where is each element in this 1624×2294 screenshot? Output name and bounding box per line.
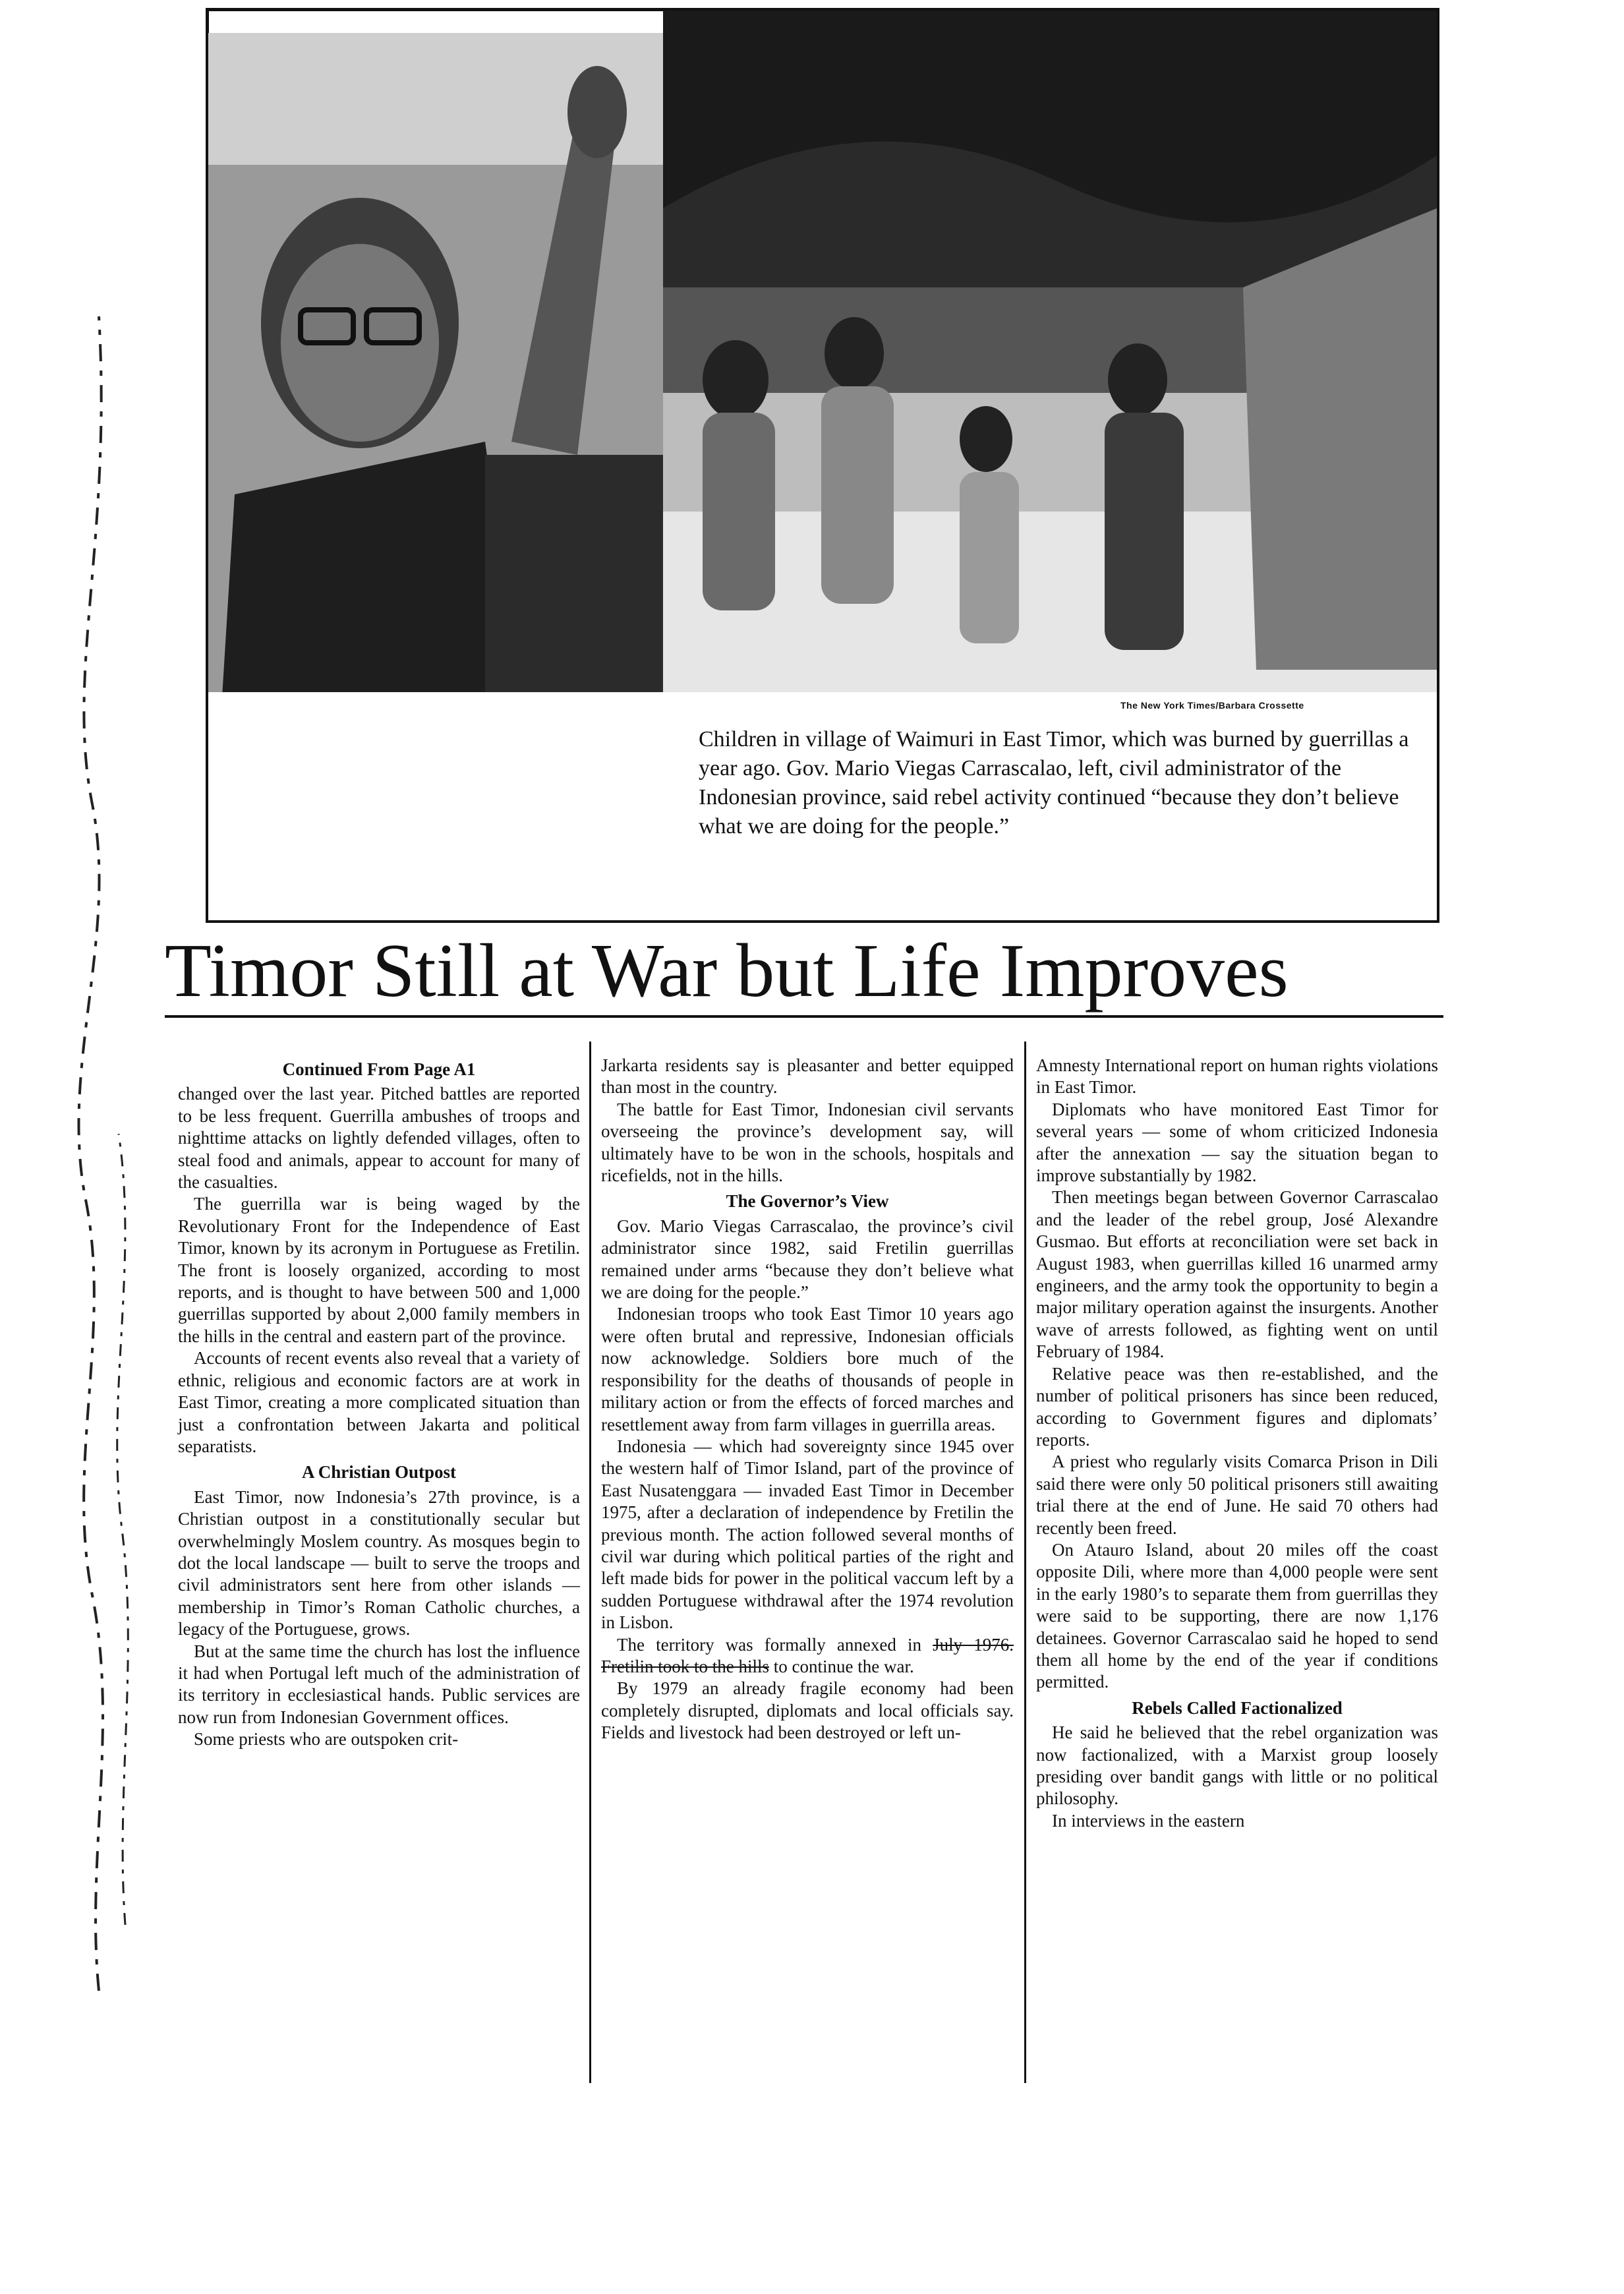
handwriting-icon: [59, 277, 152, 2057]
paragraph-annexed: [601, 1634, 1014, 1678]
paragraph: East Timor, now Indonesia’s 27th province, is a Christian outpost in a constitutionally secular but overwhelmingly Moslem country. As mosques begin to dot the local landscape — built to serve the troops and civil administrators sent here from other islands — membership in Timor’s Roman Catholic churches, a legacy of the Portuguese, grows.: [178, 1486, 580, 1639]
paragraph: changed over the last year. Pitched battles are reported to be less frequent. Guerrilla ambushes of troops and nighttime attacks on lightly defended villages, often to steal food and animals, appear to account for many of the casualties.: [178, 1084, 580, 1192]
paragraph: Amnesty International report on human rights violations in East Timor.: [1036, 1055, 1438, 1098]
paragraph: But at the same time the church has lost the influence it had when Portugal left much of the administration of its territory in ecclesiastical hands. Public services are now run from Indonesian Government offices.: [178, 1641, 580, 1727]
paragraph: On Atauro Island, about 20 miles off the coast opposite Dili, where more than 4,000 people were sent in the early 1980’s to separate them from guerrillas they were said to be supporting, there are now 1,176 detainees. Governor Carrascalao said he hoped to send them all home by the end of the year if conditions permitted.: [1036, 1539, 1438, 1692]
paragraph: The guerrilla war is being waged by the Revolutionary Front for the Independence of East Timor, known by its acronym in Portuguese as Fretilin. The front is loosely organized, according to most reports, and is thought to have between 500 and 1,000 guerrillas supported by about 2,000 family members in the hills in the central and eastern part of the province.: [178, 1194, 580, 1346]
paragraph: Indonesia — which had sovereignty since 1945 over the western half of Timor Island, part of the province of East Nusatenggara — invaded East Timor in December 1975, after a declaration of independence by Fretilin the previous month. The action followed several months of civil war during which political parties of the right and left made bids for power in the political vaccum left by a sudden Portuguese withdrawal after the 1974 revolution in Lisbon.: [601, 1436, 1014, 1633]
village-photo-art: [663, 11, 1437, 692]
handwritten-margin-note: [59, 277, 152, 2057]
headline-rule: [165, 1015, 1443, 1018]
paragraph: Some priests who are outspoken crit-: [194, 1729, 459, 1750]
village-photo: [663, 11, 1437, 692]
subhead: The Governor’s View: [726, 1191, 889, 1212]
subhead: Rebels Called Factionalized: [1132, 1697, 1343, 1718]
article-column-3: [1036, 1055, 1438, 1832]
paragraph: Relative peace was then re-established, and the number of political prisoners has since been reduced, according to Government figures and diplomats’ reports.: [1036, 1363, 1438, 1450]
column-divider-1: [589, 1042, 591, 2083]
paragraph: Indonesian troops who took East Timor 10 years ago were often brutal and repressive, Indonesian officials now acknowledge. Soldiers bore much of the responsibility for the deaths of thousands of people in military action or from the effects of forced marches and resettlement away from farm villages in guerrilla areas.: [601, 1304, 1014, 1434]
annexed-text: The territory was formally annexed in: [617, 1634, 921, 1655]
paragraph: By 1979 an already fragile economy had been completely disrupted, diplomats and local officials say. Fields and livestock had been destroyed or left un-: [601, 1678, 1014, 1743]
paragraph: Jarkarta residents say is pleasanter and better equipped than most in the country.: [601, 1055, 1014, 1098]
paragraph: He said he believed that the rebel organization was now factionalized, with a Marxist group loosely presiding over bandit gangs with little or no political philosophy.: [1036, 1722, 1438, 1809]
struck-text: July 1976. Fretilin took to the hills: [601, 1634, 1014, 1676]
paragraph: Diplomats who have monitored East Timor for several years — some of whom criticized Indonesia after the annexation — say the situation began to improve substantially by 1982.: [1036, 1099, 1438, 1186]
article-column-2: [601, 1055, 1014, 1744]
subhead: A Christian Outpost: [301, 1462, 457, 1483]
photo-credit: The New York Times/Barbara Crossette: [1120, 700, 1304, 711]
annexed-tail: to continue the war.: [773, 1656, 914, 1676]
column-divider-2: [1024, 1042, 1026, 2083]
paragraph: Then meetings began between Governor Carrascalao and the leader of the rebel group, José Alexandre Gusmao. But efforts at reconciliation were set back in August 1983, when guerrillas killed 16 unarmed army engineers, and the army took the opportunity to begin a major military operation against the insurgents. Another wave of arrests followed, as fighting went on until February of 1984.: [1036, 1187, 1438, 1362]
photo-caption: Children in village of Waimuri in East Timor, which was burned by guerrillas a year ago. Gov. Mario Viegas Carrascalao, left, civil administrator of the Indonesian province, said rebel activity continued “because they don’t believe what we are doing for the people.”: [699, 727, 1409, 838]
continued-from-kicker: Continued From Page A1: [282, 1059, 476, 1079]
article-column-1: [178, 1055, 580, 1751]
paragraph: In interviews in the eastern: [1052, 1810, 1245, 1831]
paragraph: The battle for East Timor, Indonesian civil servants overseeing the province’s development say, will ultimately have to be won in the schools, hospitals and ricefields, not in the hills.: [601, 1099, 1014, 1186]
paragraph: Gov. Mario Viegas Carrascalao, the province’s civil administrator since 1982, said Fretilin guerrillas remained under arms “because they don’t believe what we are doing for the people.”: [601, 1216, 1014, 1303]
paragraph: Accounts of recent events also reveal that a variety of ethnic, religious and economic factors are at work in East Timor, creating a more complicated situation than just a confrontation between Jakarta and political separatists.: [178, 1348, 580, 1456]
paragraph: A priest who regularly visits Comarca Prison in Dili said there were only 50 political prisoners still awaiting trial there at the end of June. He said 70 others had recently been freed.: [1036, 1452, 1438, 1538]
headline: Timor Still at War but Life Improves: [165, 929, 1289, 1013]
